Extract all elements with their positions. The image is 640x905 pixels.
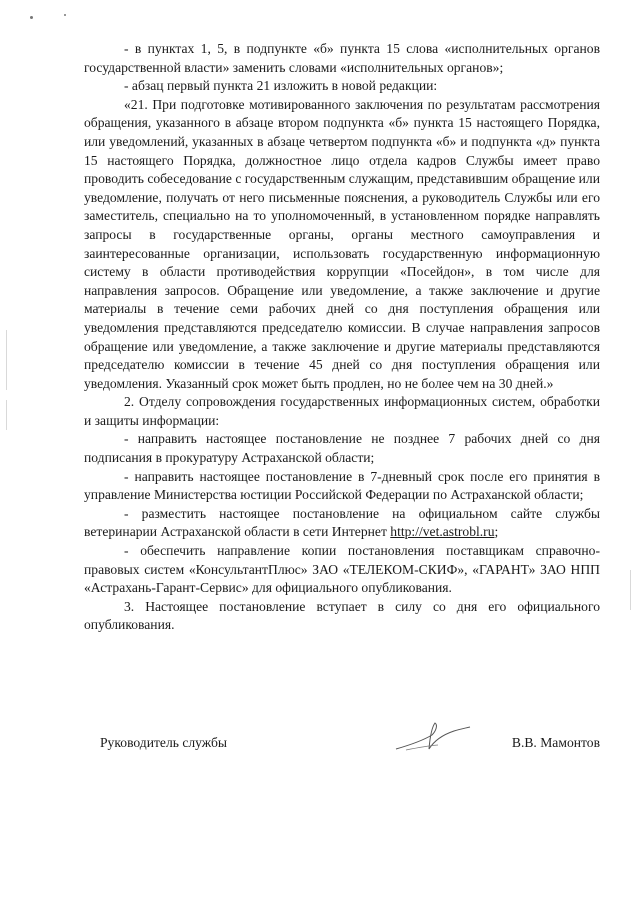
publish-suffix: ;: [494, 524, 499, 540]
signer-name: В.В. Мамонтов: [511, 735, 600, 750]
scan-edge-mark: [630, 570, 631, 610]
paragraph-section-3: 3. Настоящее постановление вступает в силу со дня его официального опубликования.: [84, 598, 600, 633]
scan-edge-mark: [6, 400, 7, 430]
scan-speck: [30, 16, 33, 19]
document-body: [84, 40, 600, 635]
paragraph-publish-site: [84, 505, 600, 542]
scan-speck: [64, 14, 66, 16]
paragraph-section-2: 2. Отделу сопровождения государственных информационных систем, обработки и защиты информации:: [84, 394, 600, 428]
handwritten-signature: [392, 719, 472, 759]
signer-position: Руководитель службы: [100, 735, 228, 750]
paragraph-replace-words: - в пунктах 1, 5, в подпункте «б» пункта 15 слова «исполнительных органов государственной власти» заменить словами «исполнительных органов»;: [84, 41, 600, 75]
scan-edge-mark: [6, 330, 7, 390]
website-link[interactable]: http://vet.astrobl.ru: [390, 524, 495, 540]
paragraph-send-prosecutor: - направить настоящее постановление не позднее 7 рабочих дней со дня подписания в прокуратуру Астраханской области;: [84, 431, 600, 466]
publish-text: - разместить настоящее постановление на официальном сайте службы ветеринарии Астраханской области в сети Интернет: [84, 505, 600, 540]
paragraph-item-21: «21. При подготовке мотивированного заключения по результатам рассмотрения обращения, указанного в абзаце втором подпункта «б» пункта 15 настоящего Порядка, или уведомлений, указанных в абзаце четвертом подпункта «б» и подпункта «д» пункта 15 настоящего Порядка, должностное лицо отдела кадров Службы имеет право проводить собеседование с государственным служащим, представившим обращение или уведомление, получать от него письменные пояснения, а руководитель Службы или его заместитель, специально на то уполномоченный, в установленном порядке направлять запросы в государственные органы, органы местного самоуправления и заинтересованные организации, использовать государственную информационную систему в области противодействия коррупции «Посейдон», в том числе для направления запросов. Обращение или уведомление, а также заключение и другие материалы в течение семи рабочих дней со дня поступления обращения или уведомления представляются председателю комиссии. В случае направления запросов обращение или уведомление, а также заключение и другие материалы представляются председателю комиссии в течение 45 дней со дня поступления обращения или уведомления. Указанный срок может быть продлен, но не более чем на 30 дней.»: [84, 96, 600, 391]
paragraph-new-edition: - абзац первый пункта 21 изложить в новой редакции:: [124, 78, 438, 94]
paragraph-send-justice: - направить настоящее постановление в 7-дневный срок после его принятия в управление Министерства юстиции Российской Федерации по Астраханской области;: [84, 468, 600, 503]
paragraph-legal-systems: - обеспечить направление копии постановления поставщикам справочно-правовых систем «КонсультантПлюс» ЗАО «ТЕЛЕКОМ-СКИФ», «ГАРАНТ» ЗАО НПП «Астрахань-Гарант-Сервис» для официального опубликования.: [84, 543, 600, 596]
signature-block: [100, 735, 600, 765]
